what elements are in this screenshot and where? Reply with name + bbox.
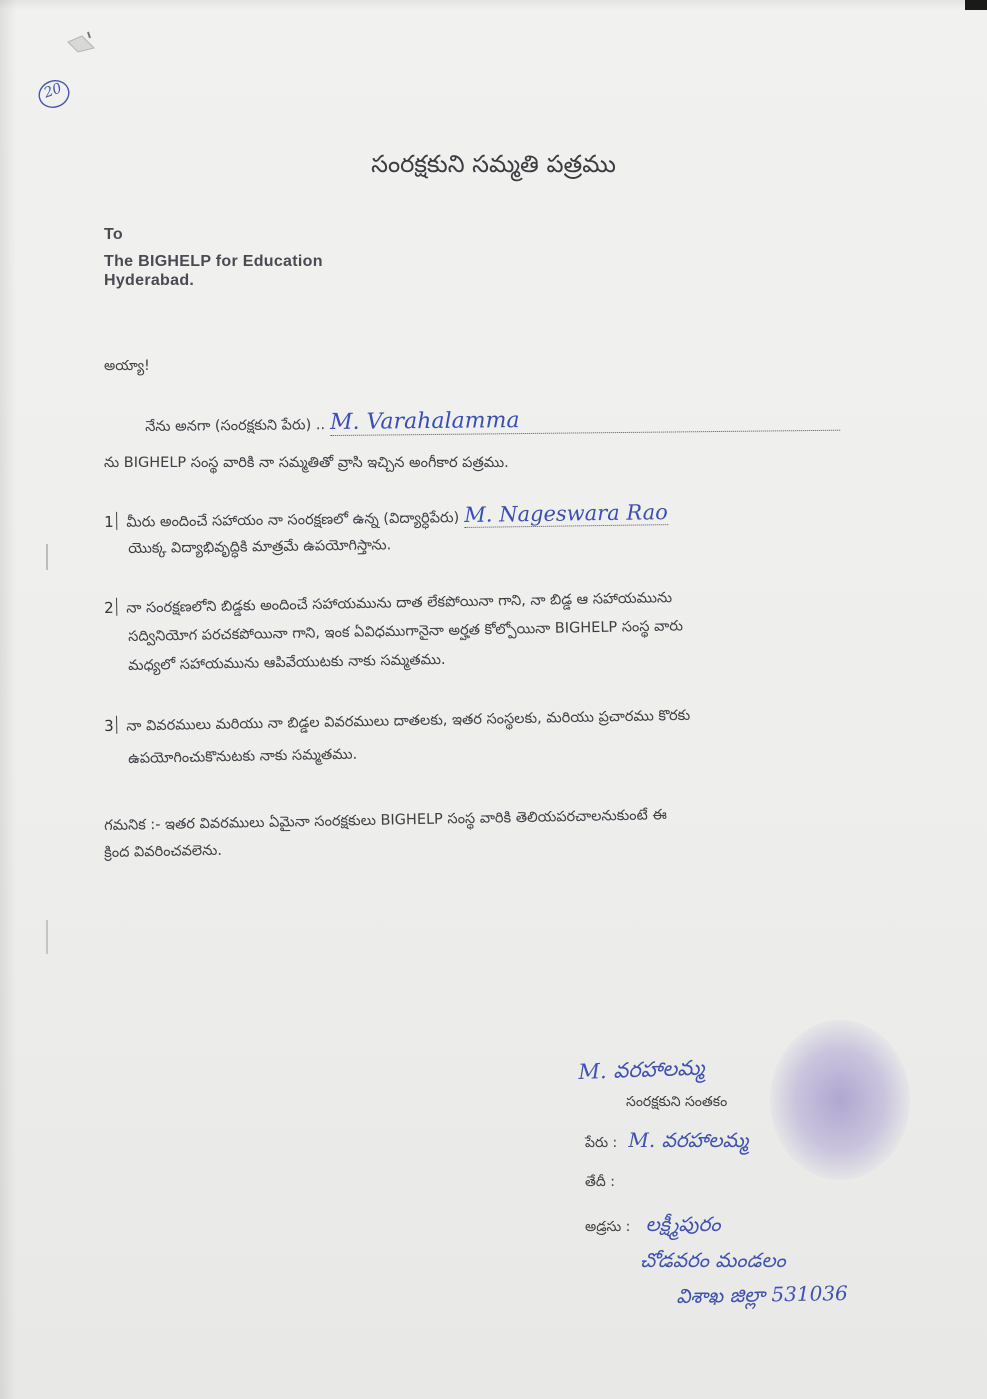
note-line-2: క్రింద వివరించవలెను. xyxy=(104,842,223,861)
intro-line-2 xyxy=(104,452,509,475)
note-line-1: గమనిక :- ఇతర వివరములు ఏమైనా సంరక్షకులు BIGHELP సంస్థ వారికి తెలియపరచాలనుకుంటే ఈ xyxy=(104,807,667,834)
staple-mark xyxy=(60,28,100,68)
address-line-2: చోడవరం మండలం xyxy=(640,1248,786,1272)
guardian-name: M. Varahalamma xyxy=(329,408,520,436)
address-line-org: The BIGHELP for Education xyxy=(104,253,323,270)
point-1-bracket xyxy=(116,512,118,530)
name-label: పేరు : xyxy=(585,1135,618,1151)
point-2-line-3: మధ్యలో సహాయమును ఆపివేయుటకు నాకు సమ్మతము. xyxy=(128,651,446,674)
point-2-cont-2 xyxy=(128,649,446,678)
address-label: అడ్రసు : xyxy=(585,1219,631,1235)
scan-corner-mark xyxy=(965,0,987,10)
signature-label: సంరక్షకుని సంతకం xyxy=(626,1094,728,1110)
guardian-name-field xyxy=(330,405,840,436)
student-name: M. Nageswara Rao xyxy=(464,500,669,527)
scan-edge-shadow xyxy=(0,0,16,1399)
intro-dots: .. xyxy=(311,417,326,434)
address-line-1: లక్ష్మీపురం xyxy=(645,1212,721,1236)
point-1 xyxy=(104,500,668,535)
point-2-cont-1 xyxy=(128,615,683,649)
intro-line-1 xyxy=(145,405,840,439)
address-line-city: Hyderabad. xyxy=(104,272,195,289)
document-title: సంరక్షకుని సమ్మతి పత్రము xyxy=(371,150,616,178)
point-1-number: 1 xyxy=(104,512,114,531)
note-cont xyxy=(104,840,222,865)
point-2-line-2: సద్వినియోగ పరచకపోయినా గాని, ఇంక ఏవిధముగానైనా అర్హత కోల్పోయినా BIGHELP సంస్థ వారు xyxy=(128,618,684,645)
point-2 xyxy=(104,587,672,621)
point-3-line-1: నా వివరములు మరియు నా బిడ్డల వివరములు దాతలకు, ఇతర సంస్థలకు, మరియు ప్రచారము కొరకు xyxy=(126,707,691,735)
date-label: తేదీ : xyxy=(585,1174,615,1190)
address-row xyxy=(585,1212,720,1241)
point-2-bracket xyxy=(116,598,118,616)
purple-stamp-smudge xyxy=(770,1020,910,1180)
point-3-number: 3 xyxy=(104,716,114,735)
intro-prefix: నేను అనగా (సంరక్షకుని పేరు) xyxy=(145,417,312,435)
margin-mark xyxy=(46,544,48,570)
point-2-number: 2 xyxy=(104,598,114,617)
point-3-bracket xyxy=(116,716,118,734)
address-line-to: To xyxy=(104,226,123,243)
point-2-line-1: నా సంరక్షణలోని బిడ్డకు అందించే సహాయమును దాత లేకపోయినా గాని, నా బిడ్డ ఆ సహాయమును xyxy=(126,590,673,617)
point-1-line-1: మీరు అందించే సహాయం నా సంరక్షణలో ఉన్న (విద్యార్ధిపేరు) xyxy=(126,510,460,531)
note xyxy=(104,804,667,838)
address-line-3: విశాఖ జిల్లా 531036 xyxy=(676,1281,848,1308)
intro-line-2-text: ను BIGHELP సంస్థ వారికి నా సమ్మతితో వ్రాసి ఇచ్చిన అంగీకార పత్రము. xyxy=(104,455,509,471)
point-3 xyxy=(104,705,690,739)
salutation: అయ్యా! xyxy=(104,358,150,374)
name-value: M. వరహాలమ్మ xyxy=(628,1128,749,1152)
page-number-circle xyxy=(36,76,72,112)
point-1-line-2: యొక్క విద్యాభివృద్ధికి మాత్రమే ఉపయోగిస్తాను. xyxy=(128,537,392,557)
point-1-cont xyxy=(128,534,391,561)
margin-mark xyxy=(46,920,48,954)
name-row xyxy=(585,1128,748,1157)
point-3-line-2: ఉపయోగించుకొనుటకు నాకు సమ్మతము. xyxy=(128,746,358,767)
guardian-signature: M. వరహాలమ్మ xyxy=(578,1055,705,1084)
page-number: 20 xyxy=(41,80,65,102)
scan-top-shadow xyxy=(0,0,987,10)
point-3-cont xyxy=(128,744,357,771)
